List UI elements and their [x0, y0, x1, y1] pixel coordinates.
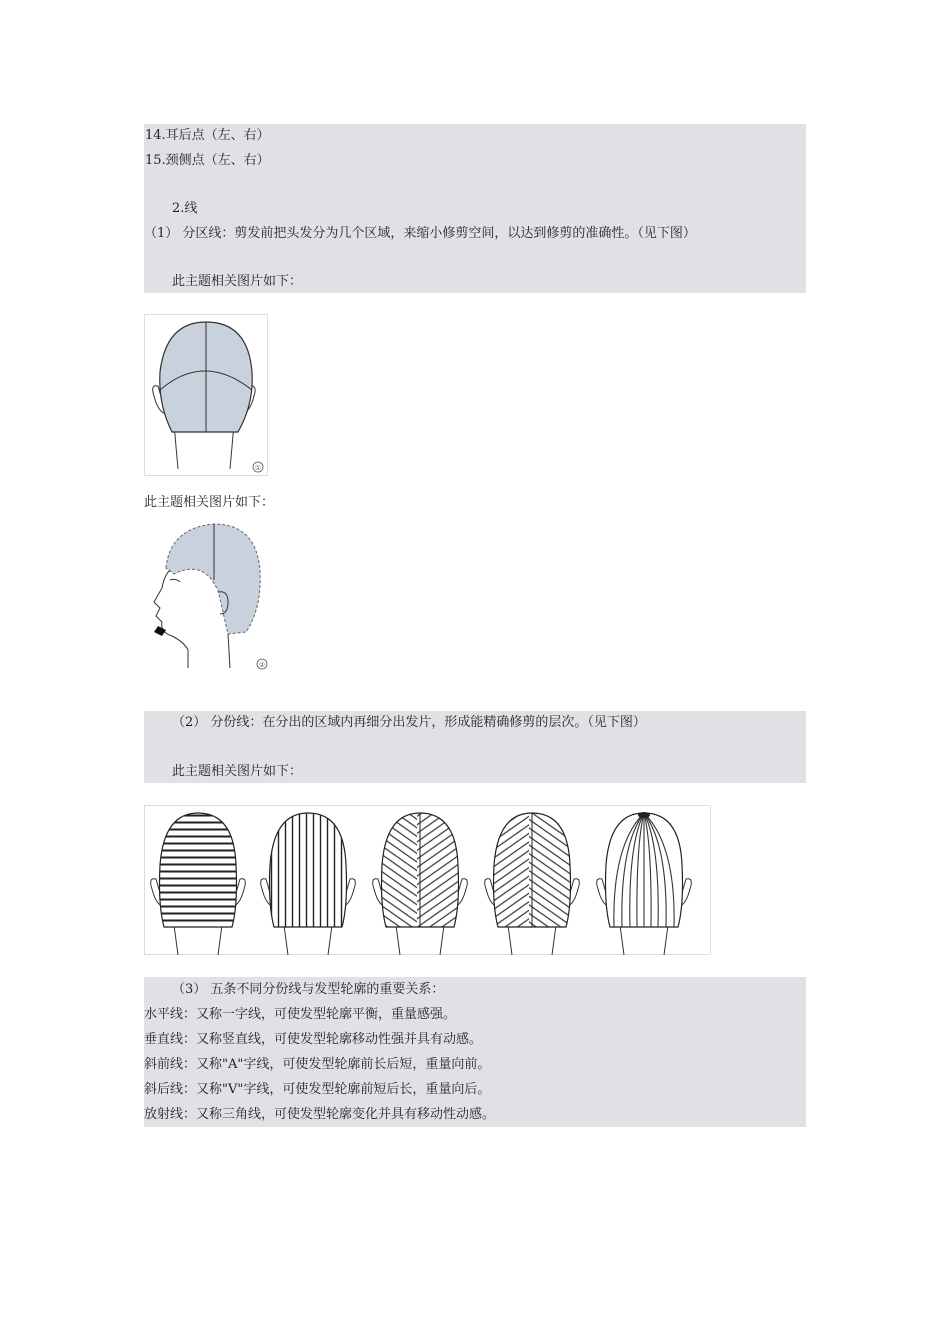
figure-1-number: ① [254, 464, 262, 472]
line-backward: 斜后线：又称"V"字线，可使发型轮廓前短后长，重量向后。 [144, 1082, 491, 1097]
text-band-1 [144, 124, 806, 293]
caption-related-3: 此主题相关图片如下： [172, 764, 303, 779]
line-radial: 放射线：又称三角线，可使发型轮廓变化并具有移动性动感。 [144, 1107, 496, 1122]
para-partition-lines: （1） 分区线：剪发前把头发分为几个区域，来缩小修剪空间，以达到修剪的准确性。（见下图） [144, 226, 696, 241]
para-five-lines: （3） 五条不同分份线与发型轮廓的重要关系： [172, 982, 445, 997]
text-band-3 [144, 977, 806, 1127]
para-section-lines: （2） 分份线：在分出的区域内再细分出发片，形成能精确修剪的层次。（见下图） [172, 715, 646, 730]
figure-2-number: ② [258, 661, 266, 669]
figure-head-side [144, 518, 272, 672]
heading-lines: 2.线 [172, 201, 198, 216]
item-15: 15.颈侧点（左、右） [145, 153, 270, 168]
line-forward: 斜前线：又称"A"字线，可使发型轮廓前长后短，重量向前。 [144, 1057, 491, 1072]
figure-five-patterns [144, 805, 711, 955]
caption-related-2: 此主题相关图片如下： [144, 495, 275, 510]
figure-head-back [144, 314, 268, 476]
line-vertical: 垂直线：又称竖直线，可使发型轮廓移动性强并具有动感。 [144, 1032, 483, 1047]
caption-related-1: 此主题相关图片如下： [172, 274, 303, 289]
item-14: 14.耳后点（左、右） [145, 128, 270, 143]
line-horizontal: 水平线：又称一字线，可使发型轮廓平衡，重量感强。 [144, 1007, 457, 1022]
